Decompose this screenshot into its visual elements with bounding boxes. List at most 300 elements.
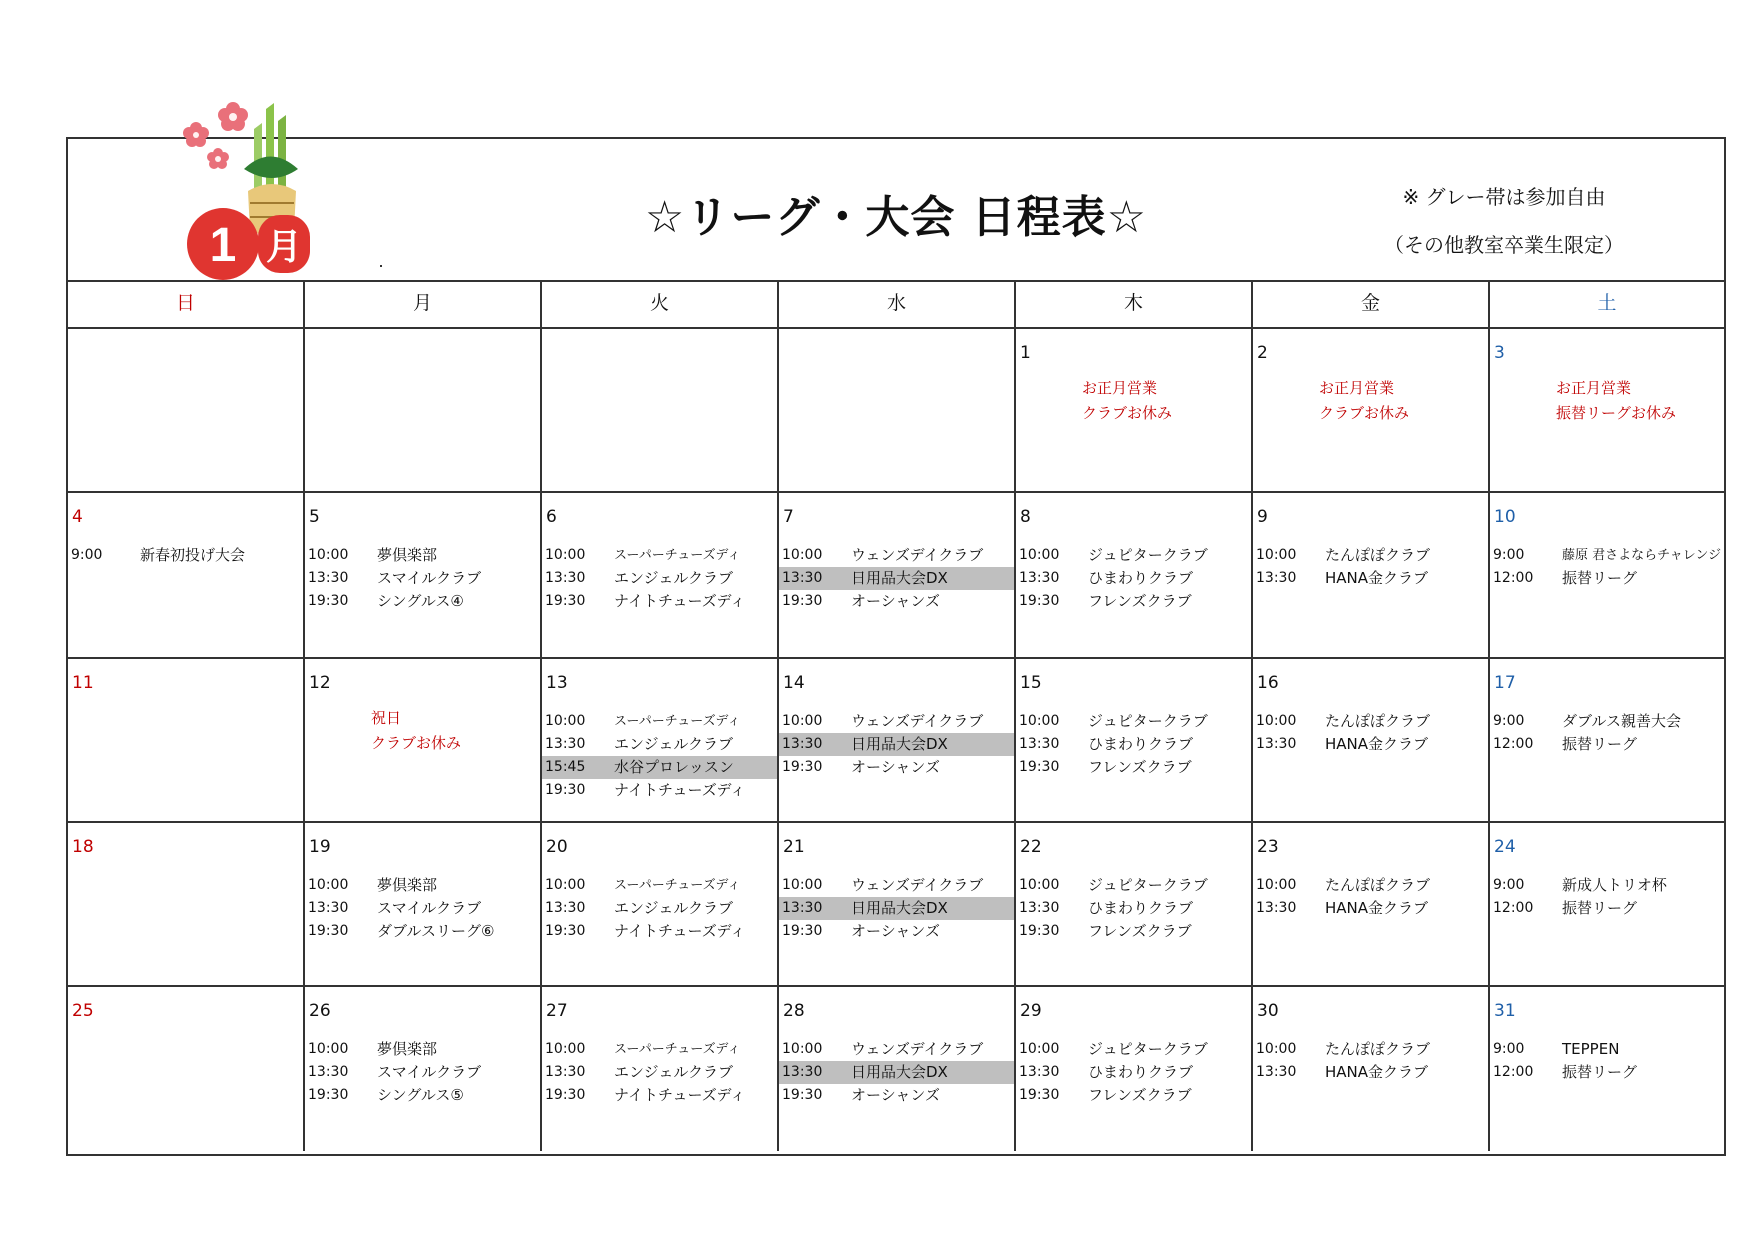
event-time: 10:00 [1256,713,1297,729]
event-row [1016,1038,1251,1061]
event-row [305,897,540,920]
calendar-day-cell [1490,493,1724,657]
event-list [305,1038,540,1107]
holiday-note-line: お正月営業 [1319,379,1395,397]
event-name: たんぽぽクラブ [1325,876,1431,894]
holiday-note-line: お正月営業 [1082,379,1158,397]
calendar-day-cell [1253,493,1490,657]
event-list [542,544,777,613]
event-row [1253,1038,1488,1061]
event-list [779,544,1014,613]
event-row [542,897,777,920]
event-time: 10:00 [308,1041,349,1057]
event-time: 10:00 [782,1041,823,1057]
calendar-grid [68,329,1724,1151]
event-list [305,544,540,613]
event-row [779,590,1014,613]
day-number: 5 [309,507,320,527]
event-name: スマイルクラブ [377,569,482,587]
event-list [1490,544,1724,590]
event-time: 13:30 [1256,570,1297,586]
day-number: 20 [546,837,568,857]
event-name: HANA金クラブ [1325,1063,1429,1081]
event-time: 15:45 [545,759,586,775]
event-name: オーシャンズ [851,592,940,610]
event-name: エンジェルクラブ [614,735,734,753]
event-name: HANA金クラブ [1325,899,1429,917]
gray-band-note [1354,173,1654,269]
event-time: 13:30 [1019,900,1060,916]
event-time: 10:00 [782,877,823,893]
weekday-tuesday: 火 [542,280,779,327]
event-time: 13:30 [1019,570,1060,586]
event-row [1016,590,1251,613]
event-row [305,1084,540,1107]
event-time: 10:00 [1019,713,1060,729]
event-list [779,1038,1014,1107]
event-row [305,874,540,897]
event-name: 藤原 君さよならチャレンジ [1562,548,1722,563]
calendar-week-row [68,823,1724,987]
day-number: 8 [1020,507,1031,527]
event-name: シングルス④ [377,592,464,610]
event-name: 新成人トリオ杯 [1562,876,1667,894]
day-number: 15 [1020,673,1042,693]
weekday-monday: 月 [305,280,542,327]
day-number: 9 [1257,507,1268,527]
day-number: 1 [1020,343,1031,363]
event-row [1016,1061,1251,1084]
event-name: ナイトチューズディ [614,922,746,940]
event-time: 19:30 [782,1087,823,1103]
event-list [542,710,777,802]
event-row [1016,733,1251,756]
event-name: ひまわりクラブ [1088,1063,1194,1081]
day-number: 31 [1494,1001,1516,1021]
event-row [1490,897,1724,920]
holiday-note-line: 振替リーグお休み [1556,404,1677,422]
event-row-open-participation [779,1061,1014,1084]
event-row [305,544,540,567]
event-name: ウェンズデイクラブ [851,876,984,894]
calendar-day-cell [779,659,1016,821]
plum-blossom-icon [183,102,248,169]
calendar-day-cell [1490,987,1724,1151]
event-name: ウェンズデイクラブ [851,1040,984,1058]
calendar-day-cell [779,987,1016,1151]
day-number: 29 [1020,1001,1042,1021]
event-name: オーシャンズ [851,758,940,776]
event-row [542,544,777,567]
event-row-open-participation [542,756,777,779]
calendar-day-cell [1016,987,1253,1151]
event-row [1490,733,1724,756]
event-row [542,1084,777,1107]
event-row [1016,1084,1251,1107]
event-time: 13:30 [1019,736,1060,752]
event-time: 13:30 [545,900,586,916]
event-list [542,1038,777,1107]
day-number: 30 [1257,1001,1279,1021]
event-name: エンジェルクラブ [614,569,734,587]
weekday-thursday: 木 [1016,280,1253,327]
event-row [542,1038,777,1061]
calendar-day-cell [779,493,1016,657]
event-time: 13:30 [1256,1064,1297,1080]
day-number: 4 [72,507,83,527]
event-row [305,1061,540,1084]
event-row [1253,710,1488,733]
event-row [305,920,540,943]
event-name: スマイルクラブ [377,899,482,917]
event-time: 12:00 [1493,900,1534,916]
event-row [542,590,777,613]
event-name: 夢倶楽部 [377,546,438,564]
calendar-day-cell [305,823,542,985]
event-row [68,544,303,567]
month-kanji: 月 [265,227,303,268]
event-time: 9:00 [1493,713,1525,729]
weekday-saturday: 土 [1597,292,1617,314]
event-row [1490,1061,1724,1084]
event-name: オーシャンズ [851,1086,940,1104]
event-name: たんぽぽクラブ [1325,712,1431,730]
calendar-day-cell [1253,659,1490,821]
day-number: 3 [1494,343,1505,363]
day-number: 16 [1257,673,1279,693]
event-list [1016,544,1251,613]
stray-dot [380,265,382,267]
event-time: 19:30 [545,1087,586,1103]
event-time: 19:30 [1019,593,1060,609]
note-line-1: ※ グレー帯は参加自由 [1402,185,1606,209]
event-row [1253,897,1488,920]
event-time: 12:00 [1493,570,1534,586]
holiday-note-line: お正月営業 [1556,379,1632,397]
event-time: 13:30 [308,900,349,916]
holiday-note-line: クラブお休み [1082,404,1173,422]
event-row [542,733,777,756]
holiday-note [1556,376,1676,426]
day-number: 12 [309,673,331,693]
day-number: 28 [783,1001,805,1021]
event-row [542,779,777,802]
note-line-2: （その他教室卒業生限定） [1384,233,1624,257]
event-time: 19:30 [545,923,586,939]
event-row [542,920,777,943]
event-name: 振替リーグ [1562,735,1638,753]
event-time: 9:00 [1493,877,1525,893]
event-row [542,710,777,733]
event-name: ナイトチューズディ [614,781,746,799]
event-time: 13:30 [545,1064,586,1080]
day-number: 19 [309,837,331,857]
calendar-week-row [68,987,1724,1151]
calendar-day-cell [1016,493,1253,657]
day-number: 17 [1494,673,1516,693]
event-name: 夢倶楽部 [377,1040,438,1058]
page-title: ☆リーグ・大会 日程表☆ [644,192,1148,243]
event-name: 新春初投げ大会 [140,546,246,564]
event-list [1253,1038,1488,1084]
event-name: ジュピタークラブ [1088,712,1208,730]
event-row [1016,920,1251,943]
event-time: 10:00 [1256,877,1297,893]
event-row [305,590,540,613]
event-time: 19:30 [1019,759,1060,775]
event-time: 10:00 [1019,547,1060,563]
event-name: 振替リーグ [1562,569,1638,587]
event-name: オーシャンズ [851,922,940,940]
event-list [305,874,540,943]
event-row [1490,544,1724,567]
event-row [779,1084,1014,1107]
event-time: 19:30 [1019,1087,1060,1103]
calendar-day-cell [779,329,1016,491]
calendar-day-cell [68,329,305,491]
event-row [1253,567,1488,590]
event-name: ひまわりクラブ [1088,899,1194,917]
day-number: 23 [1257,837,1279,857]
event-time: 13:30 [545,736,586,752]
weekday-friday: 金 [1253,280,1490,327]
event-list [1490,710,1724,756]
event-time: 13:30 [1256,900,1297,916]
event-name: ジュピタークラブ [1088,546,1208,564]
calendar-day-cell [1253,987,1490,1151]
calendar-day-cell [1016,659,1253,821]
event-name: 日用品大会DX [851,735,948,753]
calendar-day-cell [779,823,1016,985]
event-time: 19:30 [782,923,823,939]
event-time: 13:30 [782,1064,823,1080]
event-name: 振替リーグ [1562,899,1638,917]
event-row [1490,710,1724,733]
event-list [1490,874,1724,920]
event-time: 13:30 [545,570,586,586]
event-name: ナイトチューズディ [614,1086,746,1104]
event-row [542,874,777,897]
event-list [1016,874,1251,943]
event-time: 13:30 [1019,1064,1060,1080]
event-name: ナイトチューズディ [614,592,746,610]
calendar-day-cell [542,823,779,985]
weekday-wednesday: 水 [779,280,1016,327]
day-number: 24 [1494,837,1516,857]
holiday-note-line: 祝日 [371,709,402,727]
event-row [305,567,540,590]
event-name: ジュピタークラブ [1088,876,1208,894]
event-time: 10:00 [782,547,823,563]
event-row [1016,544,1251,567]
calendar-week-row [68,493,1724,659]
day-number: 18 [72,837,94,857]
schedule-sheet [66,137,1726,1156]
event-row [1016,710,1251,733]
calendar-day-cell [1016,329,1253,491]
holiday-note-line: クラブお休み [1319,404,1410,422]
event-time: 19:30 [545,593,586,609]
weekday-header-row [68,280,1724,329]
event-time: 19:30 [545,782,586,798]
day-number: 13 [546,673,568,693]
event-name: HANA金クラブ [1325,735,1429,753]
event-list [779,874,1014,943]
event-time: 13:30 [782,900,823,916]
event-list [1016,1038,1251,1107]
event-name: 日用品大会DX [851,899,948,917]
event-time: 19:30 [308,593,349,609]
event-row [1253,1061,1488,1084]
event-name: たんぽぽクラブ [1325,1040,1431,1058]
event-name: ひまわりクラブ [1088,569,1194,587]
event-row [1490,1038,1724,1061]
event-name: スマイルクラブ [377,1063,482,1081]
event-time: 10:00 [1019,1041,1060,1057]
event-name: たんぽぽクラブ [1325,546,1431,564]
event-row [779,544,1014,567]
event-row-open-participation [779,733,1014,756]
event-time: 19:30 [782,759,823,775]
event-time: 13:30 [308,1064,349,1080]
holiday-note [1319,376,1409,426]
event-name: ダブルスリーグ⑥ [377,922,495,940]
event-name: フレンズクラブ [1088,922,1192,940]
event-name: エンジェルクラブ [614,1063,734,1081]
calendar-day-cell [305,329,542,491]
calendar-day-cell [1490,329,1724,491]
holiday-note-line: クラブお休み [371,734,462,752]
calendar-week-row [68,329,1724,493]
event-name: フレンズクラブ [1088,592,1192,610]
event-name: TEPPEN [1562,1040,1620,1058]
event-name: HANA金クラブ [1325,569,1429,587]
event-name: 振替リーグ [1562,1063,1638,1081]
event-row [542,567,777,590]
event-row [779,874,1014,897]
holiday-note [371,706,461,756]
day-number: 25 [72,1001,94,1021]
event-time: 10:00 [545,877,586,893]
event-time: 10:00 [545,1041,586,1057]
calendar-day-cell [1490,823,1724,985]
calendar-day-cell [305,493,542,657]
event-list [1253,710,1488,756]
calendar-day-cell [68,659,305,821]
event-row [779,920,1014,943]
event-name: エンジェルクラブ [614,899,734,917]
day-number: 14 [783,673,805,693]
event-row [1253,544,1488,567]
event-time: 10:00 [545,713,586,729]
event-name: 日用品大会DX [851,569,948,587]
event-list [542,874,777,943]
event-row [779,756,1014,779]
event-row-open-participation [779,897,1014,920]
event-time: 12:00 [1493,1064,1534,1080]
weekday-sunday: 日 [68,280,305,327]
event-name: フレンズクラブ [1088,758,1192,776]
day-number: 26 [309,1001,331,1021]
event-time: 10:00 [1019,877,1060,893]
day-number: 10 [1494,507,1516,527]
event-name: ダブルス親善大会 [1562,712,1681,730]
calendar-day-cell [542,659,779,821]
event-name: スーパーチューズディ [614,1042,741,1057]
event-name: スーパーチューズディ [614,878,741,893]
event-list [779,710,1014,779]
calendar-day-cell [1253,329,1490,491]
event-row-open-participation [779,567,1014,590]
event-time: 10:00 [308,547,349,563]
event-time: 13:30 [782,736,823,752]
day-number: 21 [783,837,805,857]
event-list [1253,874,1488,920]
event-time: 10:00 [1256,1041,1297,1057]
event-time: 13:30 [782,570,823,586]
day-number: 6 [546,507,557,527]
event-row [305,1038,540,1061]
day-number: 11 [72,673,94,693]
schedule-header [68,139,1724,282]
event-row [779,710,1014,733]
event-time: 12:00 [1493,736,1534,752]
event-time: 10:00 [545,547,586,563]
calendar-day-cell [68,493,305,657]
event-time: 10:00 [1256,547,1297,563]
calendar-day-cell [305,659,542,821]
day-number: 27 [546,1001,568,1021]
event-time: 10:00 [308,877,349,893]
event-row [1016,567,1251,590]
day-number: 2 [1257,343,1268,363]
event-time: 13:30 [1256,736,1297,752]
event-list [1253,544,1488,590]
event-time: 10:00 [782,713,823,729]
event-row [779,1038,1014,1061]
event-row [1253,733,1488,756]
event-time: 19:30 [1019,923,1060,939]
event-row [1016,756,1251,779]
event-row [542,1061,777,1084]
calendar-day-cell [68,987,305,1151]
calendar-day-cell [1016,823,1253,985]
event-time: 19:30 [308,1087,349,1103]
event-time: 13:30 [308,570,349,586]
calendar-day-cell [1490,659,1724,821]
event-row [1016,874,1251,897]
event-time: 19:30 [782,593,823,609]
calendar-day-cell [305,987,542,1151]
holiday-note [1082,376,1172,426]
event-list [68,544,303,567]
event-time: 9:00 [71,547,103,563]
event-row [1253,874,1488,897]
event-row [1490,874,1724,897]
event-name: ウェンズデイクラブ [851,712,984,730]
event-row [1490,567,1724,590]
event-name: ひまわりクラブ [1088,735,1194,753]
calendar-day-cell [542,493,779,657]
calendar-day-cell [542,329,779,491]
event-name: ウェンズデイクラブ [851,546,984,564]
event-name: 水谷プロレッスン [614,758,734,776]
event-time: 9:00 [1493,1041,1525,1057]
calendar-day-cell [68,823,305,985]
event-time: 9:00 [1493,547,1525,563]
event-name: 夢倶楽部 [377,876,438,894]
event-row [1016,897,1251,920]
